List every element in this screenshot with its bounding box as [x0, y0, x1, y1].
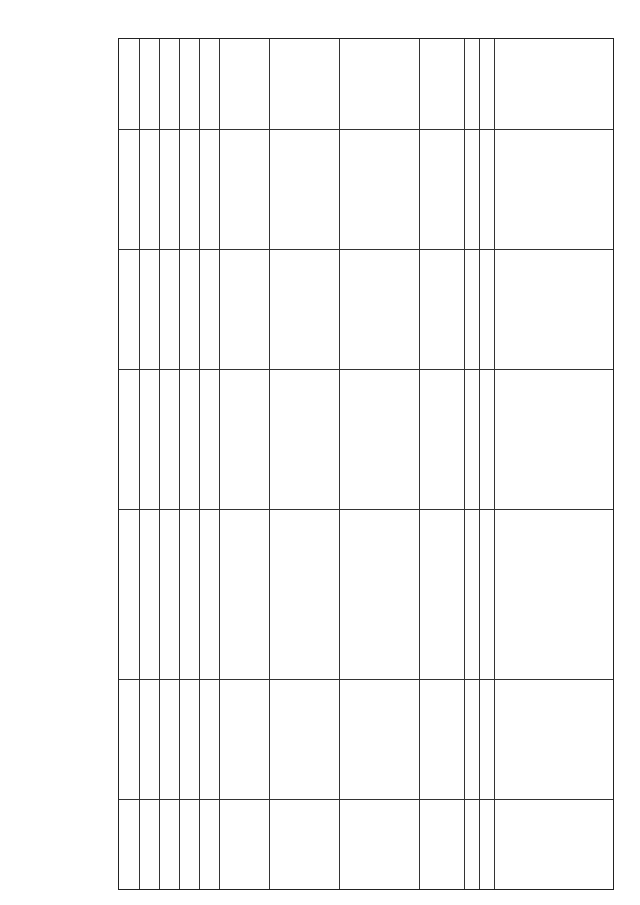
table-rule — [119, 369, 613, 370]
table-rule — [139, 39, 140, 889]
table-rule — [339, 39, 340, 889]
table-rule — [119, 509, 613, 510]
table-rule — [419, 39, 420, 889]
table-rule — [269, 39, 270, 889]
table-rule — [119, 799, 613, 800]
table-rule — [159, 39, 160, 889]
table-rule — [464, 39, 465, 889]
table-rule — [494, 39, 495, 889]
table-rule — [119, 129, 613, 130]
table-rule — [199, 39, 200, 889]
document-table — [118, 38, 614, 890]
table-rule — [119, 679, 613, 680]
table-rule — [119, 249, 613, 250]
table-rule — [179, 39, 180, 889]
table-rule — [479, 39, 480, 889]
table-rule — [219, 39, 220, 889]
